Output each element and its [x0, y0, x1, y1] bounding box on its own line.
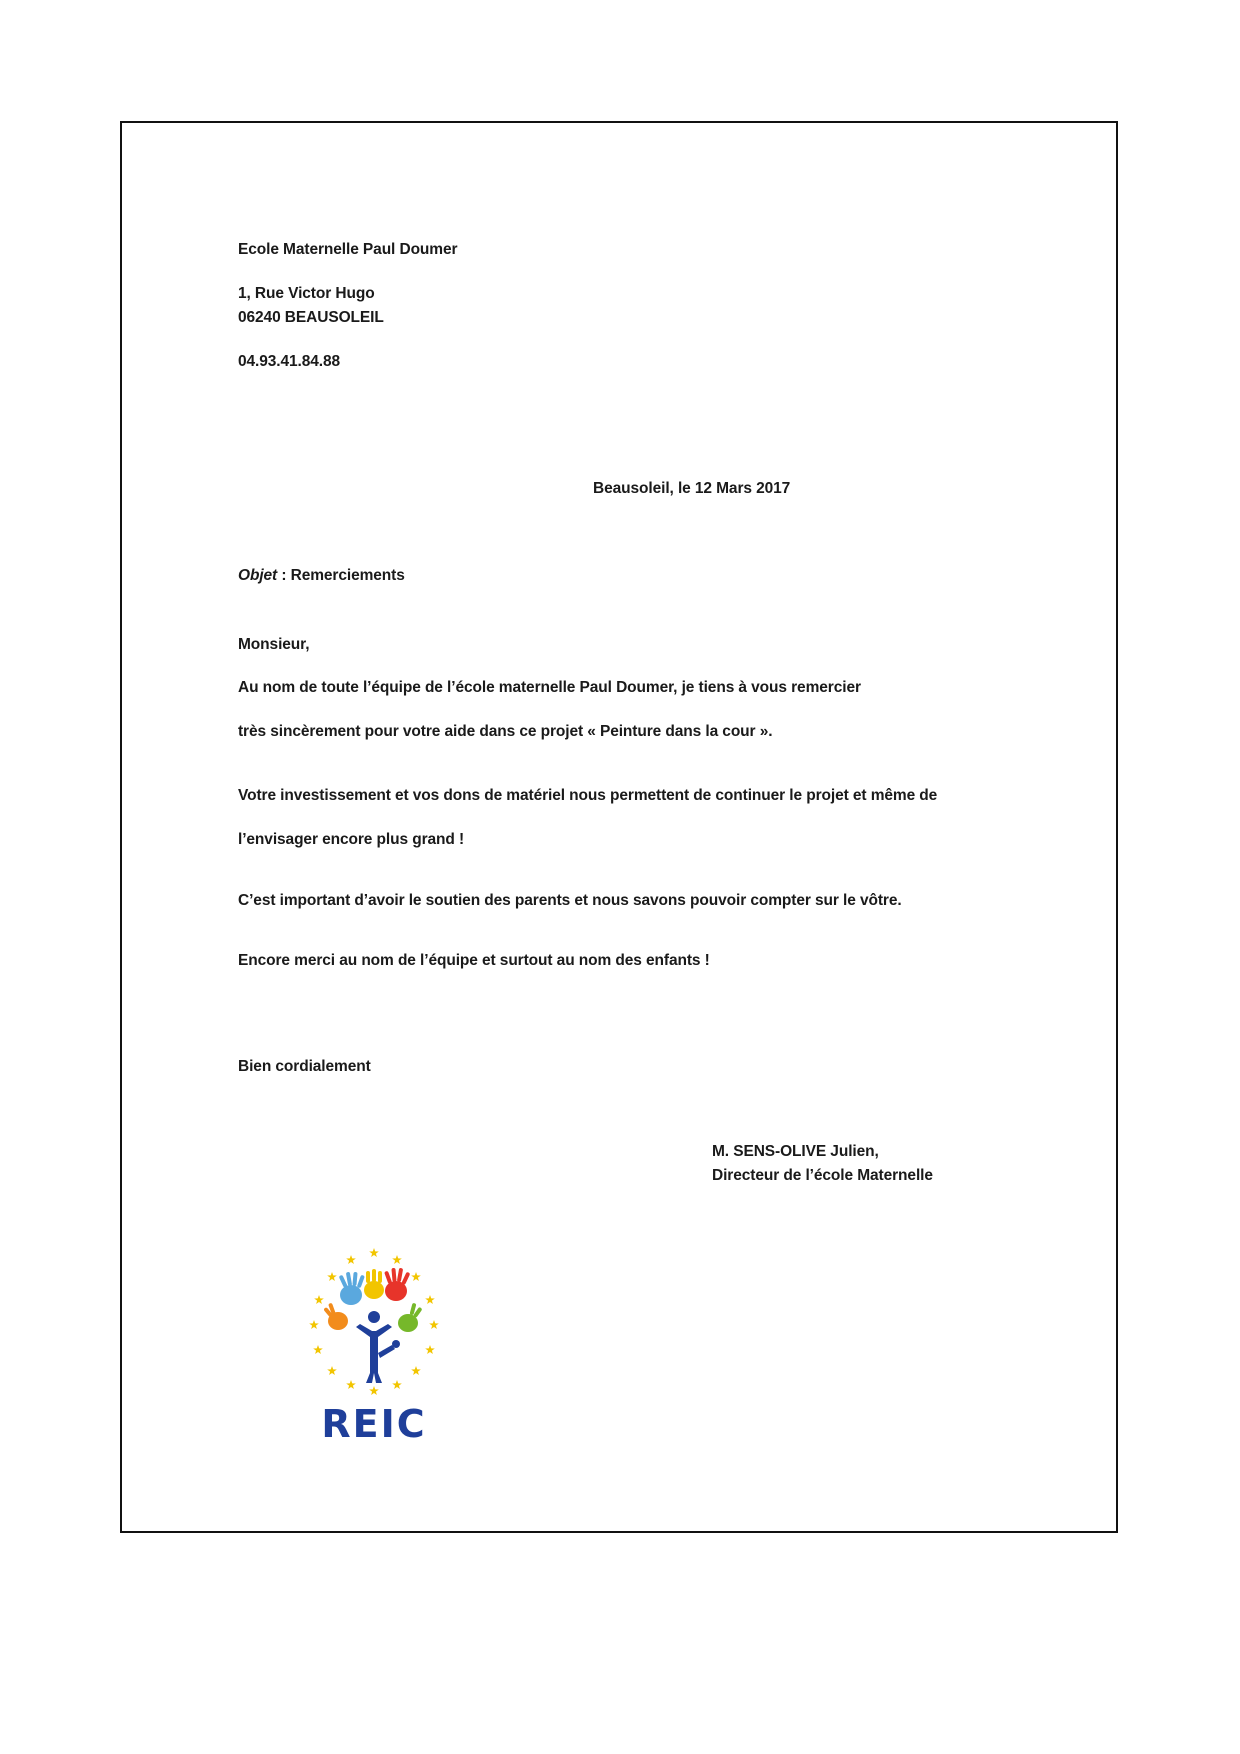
sender-school-name: Ecole Maternelle Paul Doumer [238, 241, 458, 258]
handprint-orange [323, 1303, 348, 1330]
handprint-tree-logo-icon [296, 1245, 456, 1455]
signature-title: Directeur de l’école Maternelle [712, 1167, 933, 1184]
body-paragraph-2-line-2: l’envisager encore plus grand ! [238, 831, 465, 848]
child-figure-icon [356, 1311, 400, 1383]
signature-name: M. SENS-OLIVE Julien, [712, 1143, 879, 1160]
logo-text: REIC [321, 1402, 427, 1446]
sender-phone: 04.93.41.84.88 [238, 353, 341, 370]
body-paragraph-4: Encore merci au nom de l’équipe et surtout au nom des enfants ! [238, 952, 710, 969]
body-paragraph-2-line-1: Votre investissement et vos dons de matériel nous permettent de continuer le projet et même de [238, 787, 938, 804]
subject-line [238, 566, 405, 586]
sender-address-line1: 1, Rue Victor Hugo [238, 285, 375, 302]
subject-separator: : [277, 567, 291, 584]
sender-address-line2: 06240 BEAUSOLEIL [238, 309, 384, 326]
subject-label: Objet [238, 567, 278, 584]
subject-text: Remerciements [290, 567, 405, 584]
body-paragraph-3: C’est important d’avoir le soutien des parents et nous savons pouvoir compter sur le vôtre. [238, 892, 902, 909]
handprint-yellow [364, 1269, 384, 1299]
handprint-green [398, 1303, 423, 1332]
body-paragraph-1-line-1: Au nom de toute l’équipe de l’école maternelle Paul Doumer, je tiens à vous remercier [238, 679, 861, 696]
reic-logo [296, 1245, 456, 1455]
letter-border [120, 121, 1118, 1533]
salutation: Monsieur, [238, 636, 310, 653]
handprint-blue [339, 1272, 365, 1305]
date-line: Beausoleil, le 12 Mars 2017 [593, 480, 791, 497]
body-paragraph-1-line-2: très sincèrement pour votre aide dans ce projet « Peinture dans la cour ». [238, 723, 773, 740]
closing: Bien cordialement [238, 1058, 371, 1075]
handprint-red [384, 1268, 410, 1301]
